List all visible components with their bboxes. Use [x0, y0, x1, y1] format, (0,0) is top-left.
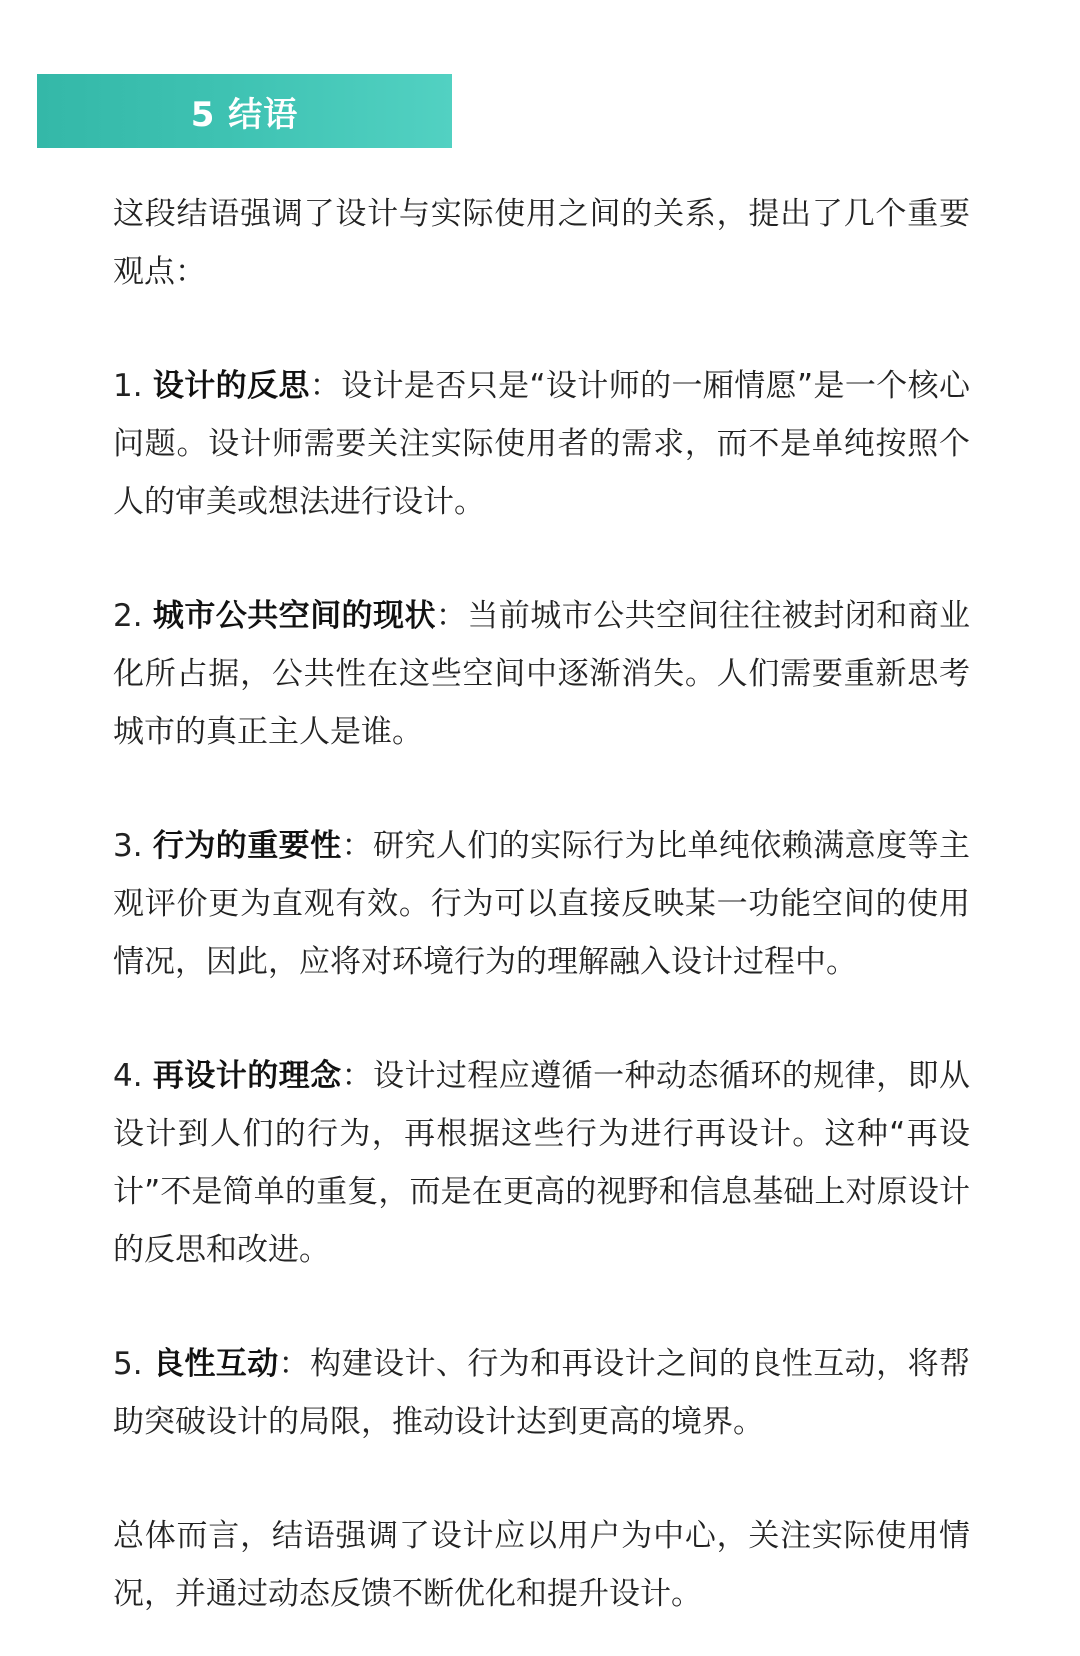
point-heading: 再设计的理念 — [152, 1058, 342, 1094]
article-body — [113, 185, 970, 1623]
point-text: 构建设计、行为和再设计之间的良性互动，将帮助突破设计的局限，推动设计达到更高的境界。 — [113, 1346, 971, 1440]
point-text: 设计过程应遵循一种动态循环的规律，即从设计到人们的行为，再根据这些行为进行再设计。这种“再设计”不是简单的重复，而是在更高的视野和信息基础上对原设计的反思和改进。 — [113, 1058, 971, 1268]
point-text: 设计是否只是“设计师的一厢情愿”是一个核心问题。设计师需要关注实际使用者的需求，而不是单纯按照个人的审美或想法进行设计。 — [113, 368, 971, 520]
point-number: 3. — [113, 828, 153, 864]
point-text: 当前城市公共空间往往被封闭和商业化所占据，公共性在这些空间中逐渐消失。人们需要重新思考城市的真正主人是谁。 — [113, 598, 971, 750]
point-heading: 城市公共空间的现状 — [152, 598, 436, 634]
point-number: 2. — [113, 598, 153, 634]
point-separator: ： — [341, 1058, 374, 1094]
point-heading: 设计的反思 — [152, 368, 310, 404]
intro-paragraph: 这段结语强调了设计与实际使用之间的关系，提出了几个重要观点： — [113, 196, 970, 290]
point-heading: 行为的重要性 — [152, 828, 342, 864]
point-4 — [113, 1047, 970, 1279]
conclusion-paragraph: 总体而言，结语强调了设计应以用户为中心，关注实际使用情况，并通过动态反馈不断优化和提升设计。 — [113, 1518, 970, 1612]
point-heading: 良性互动 — [152, 1346, 279, 1382]
point-5 — [113, 1335, 970, 1451]
section-title: 5 结语 — [190, 94, 299, 135]
point-3 — [113, 817, 970, 991]
point-1 — [113, 357, 970, 531]
point-number: 5. — [113, 1346, 153, 1382]
point-2 — [113, 587, 970, 761]
point-separator: ： — [435, 598, 468, 634]
point-text: 研究人们的实际行为比单纯依赖满意度等主观评价更为直观有效。行为可以直接反映某一功能空间的使用情况，因此，应将对环境行为的理解融入设计过程中。 — [113, 828, 971, 980]
point-number: 4. — [113, 1058, 153, 1094]
point-separator: ： — [278, 1346, 311, 1382]
point-separator: ： — [309, 368, 342, 404]
section-header — [37, 74, 452, 148]
point-number: 1. — [113, 368, 153, 404]
point-separator: ： — [341, 828, 374, 864]
